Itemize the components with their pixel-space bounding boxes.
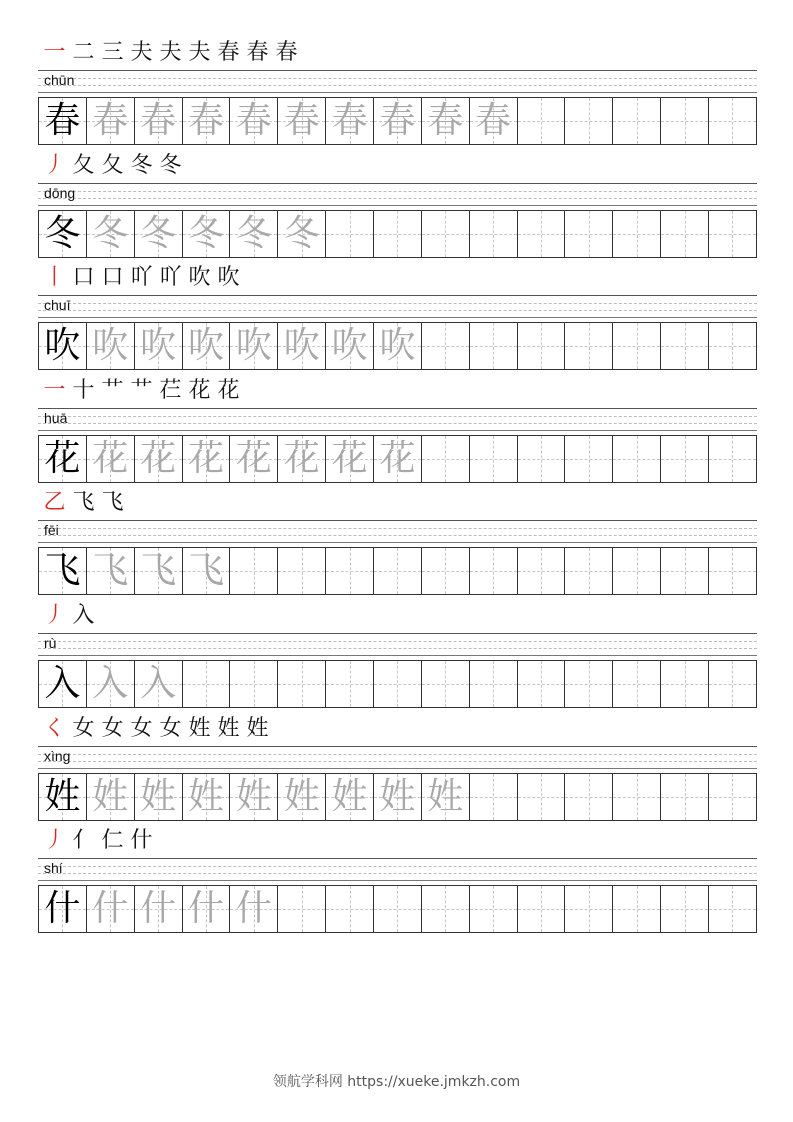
stroke-step: 亻 bbox=[72, 828, 95, 854]
pinyin-band bbox=[38, 70, 757, 96]
grid-cell[interactable] bbox=[87, 661, 135, 707]
trace-character: 春 bbox=[331, 100, 368, 141]
pinyin-guide-line bbox=[38, 535, 757, 536]
stroke-step: 丿 bbox=[43, 603, 66, 628]
trace-character: 什 bbox=[188, 888, 225, 930]
trace-character: 花 bbox=[331, 437, 368, 479]
grid-cell[interactable] bbox=[709, 211, 756, 257]
grid-cell[interactable] bbox=[326, 661, 374, 707]
grid-cell[interactable] bbox=[374, 774, 422, 820]
grid-cell[interactable] bbox=[422, 98, 470, 144]
grid-cell[interactable] bbox=[518, 774, 566, 820]
grid-cell[interactable] bbox=[518, 323, 566, 369]
trace-character: 冬 bbox=[92, 212, 129, 254]
grid-cell[interactable] bbox=[518, 886, 566, 932]
trace-character: 冬 bbox=[283, 212, 320, 254]
pinyin-guide-line bbox=[38, 542, 757, 543]
stroke-step: 丨 bbox=[43, 265, 66, 291]
pinyin-guide-line bbox=[38, 641, 757, 642]
grid-cell[interactable] bbox=[87, 323, 135, 369]
grid-cell[interactable] bbox=[278, 323, 326, 369]
stroke-step: 女 bbox=[101, 715, 124, 741]
grid-cell[interactable] bbox=[135, 98, 183, 144]
grid-cell[interactable] bbox=[470, 436, 518, 482]
trace-character: 冬 bbox=[140, 212, 177, 254]
grid-cell[interactable] bbox=[613, 774, 661, 820]
trace-character: 吹 bbox=[140, 325, 177, 367]
trace-character: 春 bbox=[188, 100, 225, 141]
grid-cell[interactable] bbox=[661, 323, 709, 369]
pinyin-guide-line bbox=[38, 423, 757, 424]
trace-character: 花 bbox=[283, 437, 320, 479]
pinyin-guide-line bbox=[38, 768, 757, 769]
stroke-step: 十 bbox=[72, 377, 95, 403]
trace-character: 春 bbox=[140, 100, 177, 141]
pinyin-band bbox=[38, 183, 757, 209]
trace-character: 春 bbox=[92, 100, 129, 141]
trace-character: 吹 bbox=[331, 325, 368, 367]
grid-cell[interactable] bbox=[613, 323, 661, 369]
trace-character: 花 bbox=[92, 437, 129, 479]
model-character: 姓 bbox=[44, 775, 81, 817]
trace-character: 吹 bbox=[379, 325, 416, 367]
pinyin-band bbox=[38, 520, 757, 546]
grid-cell[interactable] bbox=[565, 211, 613, 257]
grid-cell[interactable] bbox=[470, 323, 518, 369]
stroke-order-row bbox=[40, 151, 185, 181]
stroke-step: 口 bbox=[101, 265, 124, 291]
grid-cell[interactable] bbox=[39, 886, 87, 932]
pinyin-label: chūn bbox=[44, 72, 75, 88]
grid-cell[interactable] bbox=[613, 211, 661, 257]
writing-grid bbox=[38, 435, 757, 483]
grid-cell[interactable] bbox=[278, 436, 326, 482]
model-character: 飞 bbox=[44, 550, 81, 592]
pinyin-guide-line bbox=[38, 85, 757, 86]
grid-cell[interactable] bbox=[565, 323, 613, 369]
grid-cell[interactable] bbox=[183, 436, 231, 482]
trace-character: 姓 bbox=[331, 775, 368, 817]
grid-cell[interactable] bbox=[374, 548, 422, 594]
grid-cell[interactable] bbox=[39, 211, 87, 257]
stroke-step: 吖 bbox=[130, 265, 153, 291]
trace-character: 春 bbox=[283, 100, 320, 141]
stroke-step: 春 bbox=[246, 40, 269, 65]
grid-cell[interactable] bbox=[87, 436, 135, 482]
stroke-step: 吹 bbox=[188, 265, 211, 291]
character-block bbox=[38, 714, 757, 826]
footer-watermark: 领航学科网 https://xueke.jmkzh.com bbox=[272, 1074, 521, 1090]
grid-cell[interactable] bbox=[661, 98, 709, 144]
grid-cell[interactable] bbox=[230, 436, 278, 482]
grid-cell[interactable] bbox=[230, 774, 278, 820]
stroke-step: 春 bbox=[217, 40, 240, 65]
stroke-step: 花 bbox=[217, 377, 240, 403]
grid-cell[interactable] bbox=[183, 661, 231, 707]
model-character: 什 bbox=[44, 888, 81, 930]
grid-cell[interactable] bbox=[39, 774, 87, 820]
stroke-order-row bbox=[40, 488, 127, 518]
grid-cell[interactable] bbox=[135, 774, 183, 820]
stroke-step: 口 bbox=[72, 265, 95, 291]
trace-character: 吹 bbox=[92, 325, 129, 367]
grid-cell[interactable] bbox=[422, 886, 470, 932]
grid-cell[interactable] bbox=[422, 774, 470, 820]
grid-cell[interactable] bbox=[470, 211, 518, 257]
stroke-step: 一 bbox=[43, 40, 66, 65]
pinyin-band bbox=[38, 633, 757, 659]
writing-grid bbox=[38, 660, 757, 708]
grid-cell[interactable] bbox=[135, 211, 183, 257]
model-character: 花 bbox=[44, 437, 81, 479]
grid-cell[interactable] bbox=[39, 548, 87, 594]
character-block bbox=[38, 601, 757, 713]
grid-cell[interactable] bbox=[661, 548, 709, 594]
grid-cell[interactable] bbox=[135, 661, 183, 707]
grid-cell[interactable] bbox=[326, 323, 374, 369]
pinyin-label: rù bbox=[44, 635, 57, 651]
grid-cell[interactable] bbox=[518, 436, 566, 482]
grid-cell[interactable] bbox=[613, 886, 661, 932]
grid-cell[interactable] bbox=[183, 323, 231, 369]
grid-cell[interactable] bbox=[278, 886, 326, 932]
grid-cell[interactable] bbox=[565, 98, 613, 144]
grid-cell[interactable] bbox=[709, 436, 756, 482]
pinyin-band bbox=[38, 295, 757, 321]
writing-grid bbox=[38, 97, 757, 145]
grid-cell[interactable] bbox=[422, 436, 470, 482]
grid-cell[interactable] bbox=[709, 323, 756, 369]
grid-cell[interactable] bbox=[374, 211, 422, 257]
stroke-step: 花 bbox=[188, 377, 211, 403]
stroke-step: 冬 bbox=[159, 152, 182, 178]
trace-character: 什 bbox=[140, 888, 177, 930]
grid-cell[interactable] bbox=[422, 548, 470, 594]
grid-cell[interactable] bbox=[183, 548, 231, 594]
grid-cell[interactable] bbox=[709, 886, 756, 932]
model-character: 冬 bbox=[44, 212, 81, 254]
stroke-step: 女 bbox=[159, 715, 182, 741]
grid-cell[interactable] bbox=[374, 886, 422, 932]
stroke-step: 丿 bbox=[43, 828, 66, 854]
grid-cell[interactable] bbox=[183, 774, 231, 820]
pinyin-label: fēi bbox=[44, 522, 59, 539]
grid-cell[interactable] bbox=[709, 548, 756, 594]
trace-character: 吹 bbox=[283, 325, 320, 367]
trace-character: 飞 bbox=[140, 550, 177, 592]
trace-character: 冬 bbox=[235, 212, 272, 254]
stroke-order-row bbox=[40, 376, 243, 406]
grid-cell[interactable] bbox=[422, 211, 470, 257]
stroke-step: 姓 bbox=[188, 715, 211, 741]
grid-cell[interactable] bbox=[374, 98, 422, 144]
grid-cell[interactable] bbox=[374, 323, 422, 369]
trace-character: 什 bbox=[92, 888, 129, 930]
pinyin-guide-line bbox=[38, 416, 757, 417]
stroke-step: 吹 bbox=[217, 265, 240, 291]
pinyin-guide-line bbox=[38, 198, 757, 199]
grid-cell[interactable] bbox=[230, 98, 278, 144]
grid-cell[interactable] bbox=[87, 548, 135, 594]
grid-cell[interactable] bbox=[565, 548, 613, 594]
model-character: 春 bbox=[44, 100, 81, 141]
grid-cell[interactable] bbox=[230, 211, 278, 257]
grid-cell[interactable] bbox=[565, 774, 613, 820]
grid-cell[interactable] bbox=[613, 98, 661, 144]
stroke-step: 姓 bbox=[246, 715, 269, 741]
pinyin-label: shí bbox=[44, 860, 63, 877]
grid-cell[interactable] bbox=[230, 323, 278, 369]
stroke-step: 飞 bbox=[72, 490, 95, 516]
grid-cell[interactable] bbox=[326, 886, 374, 932]
grid-cell[interactable] bbox=[183, 886, 231, 932]
trace-character: 春 bbox=[475, 100, 512, 141]
stroke-step: 二 bbox=[72, 40, 95, 65]
pinyin-guide-line bbox=[38, 92, 757, 93]
stroke-step: 飞 bbox=[101, 490, 124, 516]
pinyin-guide-line bbox=[38, 430, 757, 431]
grid-cell[interactable] bbox=[422, 323, 470, 369]
pinyin-guide-line bbox=[38, 303, 757, 304]
trace-character: 姓 bbox=[188, 775, 225, 817]
stroke-order-row bbox=[40, 601, 98, 631]
grid-cell[interactable] bbox=[135, 548, 183, 594]
grid-cell[interactable] bbox=[39, 661, 87, 707]
grid-cell[interactable] bbox=[470, 661, 518, 707]
grid-cell[interactable] bbox=[613, 548, 661, 594]
grid-cell[interactable] bbox=[39, 436, 87, 482]
trace-character: 飞 bbox=[92, 550, 129, 592]
grid-cell[interactable] bbox=[87, 886, 135, 932]
stroke-step: く bbox=[43, 715, 66, 741]
grid-cell[interactable] bbox=[661, 886, 709, 932]
stroke-step: 夂 bbox=[72, 152, 95, 178]
grid-cell[interactable] bbox=[278, 661, 326, 707]
grid-cell[interactable] bbox=[709, 661, 756, 707]
pinyin-guide-line bbox=[38, 761, 757, 762]
grid-cell[interactable] bbox=[470, 548, 518, 594]
trace-character: 花 bbox=[379, 437, 416, 479]
grid-cell[interactable] bbox=[661, 436, 709, 482]
writing-grid bbox=[38, 885, 757, 933]
stroke-step: 什 bbox=[130, 828, 153, 854]
pinyin-label: dōng bbox=[44, 184, 76, 201]
grid-cell[interactable] bbox=[470, 886, 518, 932]
pinyin-guide-line bbox=[38, 78, 757, 79]
stroke-step: 夫 bbox=[130, 40, 153, 65]
grid-cell[interactable] bbox=[39, 98, 87, 144]
grid-cell[interactable] bbox=[661, 774, 709, 820]
trace-character: 入 bbox=[92, 663, 129, 704]
grid-cell[interactable] bbox=[87, 774, 135, 820]
trace-character: 姓 bbox=[427, 775, 464, 817]
model-character: 入 bbox=[44, 663, 81, 704]
character-block bbox=[38, 151, 757, 263]
model-character: 吹 bbox=[44, 325, 81, 367]
grid-cell[interactable] bbox=[230, 886, 278, 932]
pinyin-guide-line bbox=[38, 648, 757, 649]
grid-cell[interactable] bbox=[278, 211, 326, 257]
pinyin-band bbox=[38, 746, 757, 772]
stroke-step: 艹 bbox=[101, 377, 124, 403]
grid-cell[interactable] bbox=[183, 211, 231, 257]
stroke-step: 乙 bbox=[43, 490, 66, 516]
grid-cell[interactable] bbox=[326, 211, 374, 257]
pinyin-guide-line bbox=[38, 866, 757, 867]
grid-cell[interactable] bbox=[326, 98, 374, 144]
grid-cell[interactable] bbox=[135, 886, 183, 932]
writing-grid bbox=[38, 322, 757, 370]
grid-cell[interactable] bbox=[613, 436, 661, 482]
stroke-step: 入 bbox=[72, 603, 95, 628]
stroke-step: 仁 bbox=[101, 828, 124, 854]
stroke-step: 丿 bbox=[43, 152, 66, 178]
stroke-order-row bbox=[40, 714, 272, 744]
trace-character: 冬 bbox=[188, 212, 225, 254]
trace-character: 姓 bbox=[235, 775, 272, 817]
pinyin-guide-line bbox=[38, 873, 757, 874]
grid-cell[interactable] bbox=[709, 774, 756, 820]
trace-character: 春 bbox=[235, 100, 272, 141]
grid-cell[interactable] bbox=[613, 661, 661, 707]
writing-grid bbox=[38, 547, 757, 595]
stroke-step: 吖 bbox=[159, 265, 182, 291]
grid-cell[interactable] bbox=[518, 98, 566, 144]
stroke-order-row bbox=[40, 826, 156, 856]
trace-character: 春 bbox=[379, 100, 416, 141]
character-block bbox=[38, 263, 757, 375]
trace-character: 吹 bbox=[235, 325, 272, 367]
character-block bbox=[38, 38, 757, 150]
grid-cell[interactable] bbox=[326, 548, 374, 594]
pinyin-label: chuī bbox=[44, 297, 71, 314]
grid-cell[interactable] bbox=[470, 774, 518, 820]
stroke-order-row bbox=[40, 38, 301, 68]
character-block bbox=[38, 826, 757, 938]
pinyin-guide-line bbox=[38, 205, 757, 206]
trace-character: 花 bbox=[235, 437, 272, 479]
stroke-step: 艹 bbox=[130, 377, 153, 403]
stroke-step: 姓 bbox=[217, 715, 240, 741]
pinyin-label: huā bbox=[44, 409, 68, 426]
stroke-step: 夫 bbox=[159, 40, 182, 65]
stroke-step: 女 bbox=[72, 715, 95, 741]
writing-grid bbox=[38, 773, 757, 821]
grid-cell[interactable] bbox=[230, 661, 278, 707]
grid-cell[interactable] bbox=[87, 211, 135, 257]
grid-cell[interactable] bbox=[39, 323, 87, 369]
character-block bbox=[38, 376, 757, 488]
grid-cell[interactable] bbox=[518, 548, 566, 594]
grid-cell[interactable] bbox=[374, 661, 422, 707]
stroke-step: 芢 bbox=[159, 377, 182, 403]
trace-character: 飞 bbox=[188, 550, 225, 592]
grid-cell[interactable] bbox=[661, 661, 709, 707]
grid-cell[interactable] bbox=[374, 436, 422, 482]
pinyin-label: xìng bbox=[44, 747, 71, 764]
stroke-order-row bbox=[40, 263, 243, 293]
pinyin-guide-line bbox=[38, 528, 757, 529]
stroke-step: 一 bbox=[43, 377, 66, 403]
grid-cell[interactable] bbox=[565, 886, 613, 932]
grid-cell[interactable] bbox=[518, 661, 566, 707]
pinyin-band bbox=[38, 858, 757, 884]
grid-cell[interactable] bbox=[87, 98, 135, 144]
trace-character: 什 bbox=[235, 888, 272, 930]
trace-character: 姓 bbox=[140, 775, 177, 817]
grid-cell[interactable] bbox=[278, 98, 326, 144]
trace-character: 花 bbox=[188, 437, 225, 479]
pinyin-guide-line bbox=[38, 754, 757, 755]
stroke-step: 三 bbox=[101, 40, 124, 65]
grid-cell[interactable] bbox=[470, 98, 518, 144]
pinyin-guide-line bbox=[38, 317, 757, 318]
stroke-step: 夂 bbox=[101, 152, 124, 178]
grid-cell[interactable] bbox=[183, 98, 231, 144]
trace-character: 姓 bbox=[379, 775, 416, 817]
trace-character: 花 bbox=[140, 437, 177, 479]
trace-character: 入 bbox=[140, 663, 177, 704]
grid-cell[interactable] bbox=[135, 323, 183, 369]
grid-cell[interactable] bbox=[230, 548, 278, 594]
grid-cell[interactable] bbox=[565, 661, 613, 707]
grid-cell[interactable] bbox=[326, 436, 374, 482]
grid-cell[interactable] bbox=[326, 774, 374, 820]
pinyin-guide-line bbox=[38, 191, 757, 192]
stroke-step: 女 bbox=[130, 715, 153, 741]
grid-cell[interactable] bbox=[709, 98, 756, 144]
grid-cell[interactable] bbox=[422, 661, 470, 707]
trace-character: 春 bbox=[427, 100, 464, 141]
grid-cell[interactable] bbox=[565, 436, 613, 482]
pinyin-guide-line bbox=[38, 880, 757, 881]
stroke-step: 春 bbox=[275, 40, 298, 65]
trace-character: 姓 bbox=[283, 775, 320, 817]
character-block bbox=[38, 488, 757, 600]
trace-character: 姓 bbox=[92, 775, 129, 817]
trace-character: 吹 bbox=[188, 325, 225, 367]
stroke-step: 冬 bbox=[130, 152, 153, 178]
grid-cell[interactable] bbox=[661, 211, 709, 257]
stroke-step: 夫 bbox=[188, 40, 211, 65]
pinyin-guide-line bbox=[38, 310, 757, 311]
grid-cell[interactable] bbox=[518, 211, 566, 257]
grid-cell[interactable] bbox=[278, 548, 326, 594]
pinyin-band bbox=[38, 408, 757, 434]
grid-cell[interactable] bbox=[135, 436, 183, 482]
grid-cell[interactable] bbox=[278, 774, 326, 820]
writing-grid bbox=[38, 210, 757, 258]
pinyin-guide-line bbox=[38, 655, 757, 656]
